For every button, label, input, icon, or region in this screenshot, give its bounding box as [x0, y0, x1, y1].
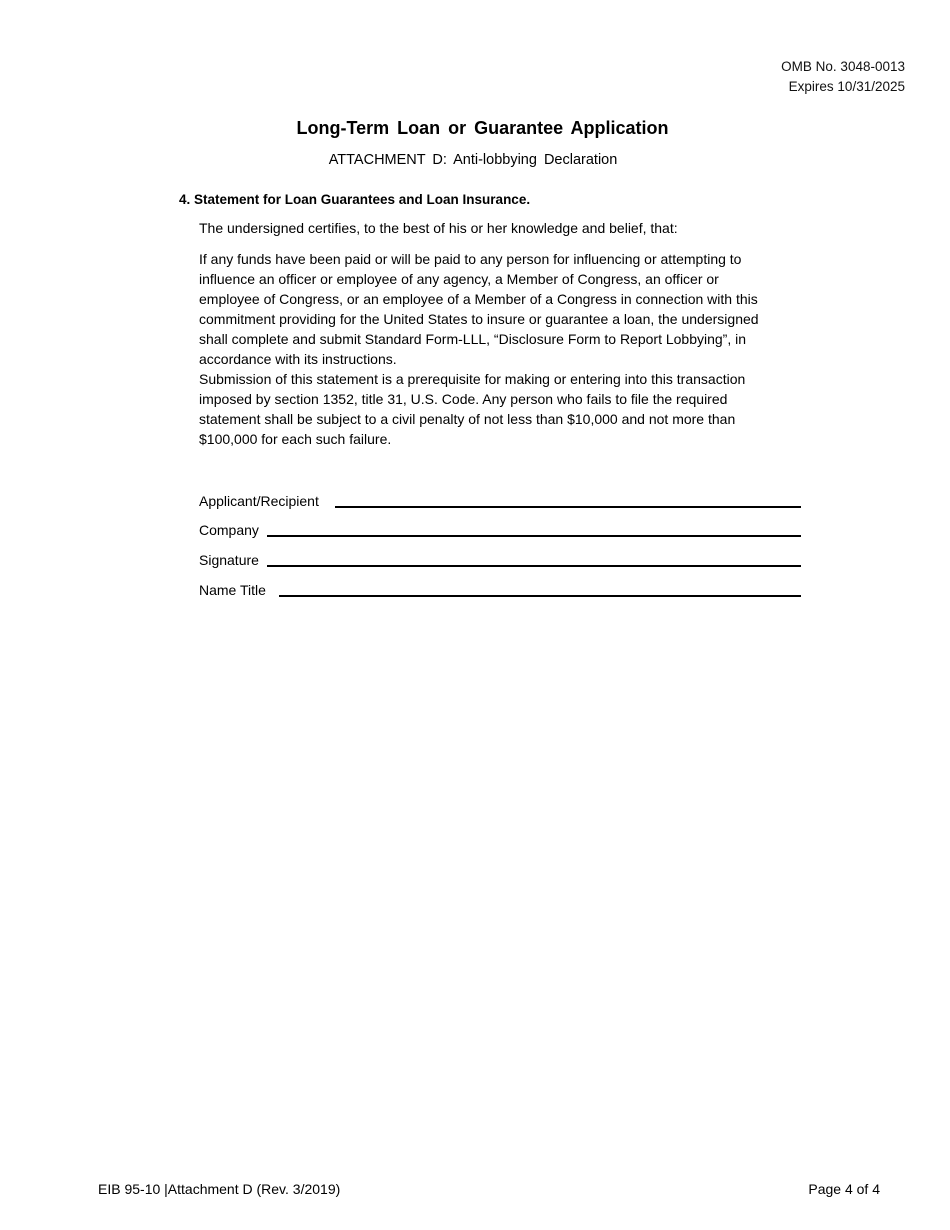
statement-paragraph-funds: If any funds have been paid or will be paid to any person for influencing or attempting to influence an officer or employee of any agency, a Member of Congress, an officer or employee of Congress, or an employee of a Member of a Congress in connection with this commitment providing for the United States to insure or guarantee a loan, the undersigned shall complete and submit Standard Form-LLL, “Disclosure Form to Report Lobbying”, in accordance with its instructions.: [199, 251, 759, 367]
applicant-recipient-row: [199, 489, 801, 509]
name-title-row: [199, 578, 801, 598]
name-title-field[interactable]: [279, 581, 801, 597]
signature-row: [199, 548, 801, 568]
section-heading: 4. Statement for Loan Guarantees and Loan Insurance.: [179, 192, 531, 207]
company-row: [199, 518, 801, 538]
applicant-recipient-field[interactable]: [335, 492, 801, 508]
footer-page-number: Page 4 of 4: [808, 1181, 880, 1197]
name-title-label: Name Title: [199, 582, 266, 598]
statement-body: [199, 249, 759, 449]
statement-paragraph-submission: Submission of this statement is a prerequisite for making or entering into this transaction imposed by section 1352, title 31, U.S. Code. Any person who fails to file the required statement shall be subject to a civil penalty of not less than $10,000 and not more than $100,000 for each such failure.: [199, 371, 746, 447]
applicant-recipient-label: Applicant/Recipient: [199, 493, 319, 509]
expiration-date: Expires 10/31/2025: [788, 79, 905, 94]
company-field[interactable]: [267, 521, 801, 537]
signature-field[interactable]: [267, 551, 801, 567]
omb-number: OMB No. 3048-0013: [781, 59, 905, 74]
signature-label: Signature: [199, 552, 259, 568]
document-subtitle: ATTACHMENT D: Anti-lobbying Declaration: [328, 152, 618, 168]
footer-form-id: EIB 95-10 |Attachment D (Rev. 3/2019): [98, 1181, 341, 1197]
omb-block: [781, 57, 905, 97]
document-title: Long-Term Loan or Guarantee Application: [296, 118, 669, 138]
certification-intro: The undersigned certifies, to the best of his or her knowledge and belief, that:: [199, 220, 678, 236]
company-label: Company: [199, 522, 259, 538]
